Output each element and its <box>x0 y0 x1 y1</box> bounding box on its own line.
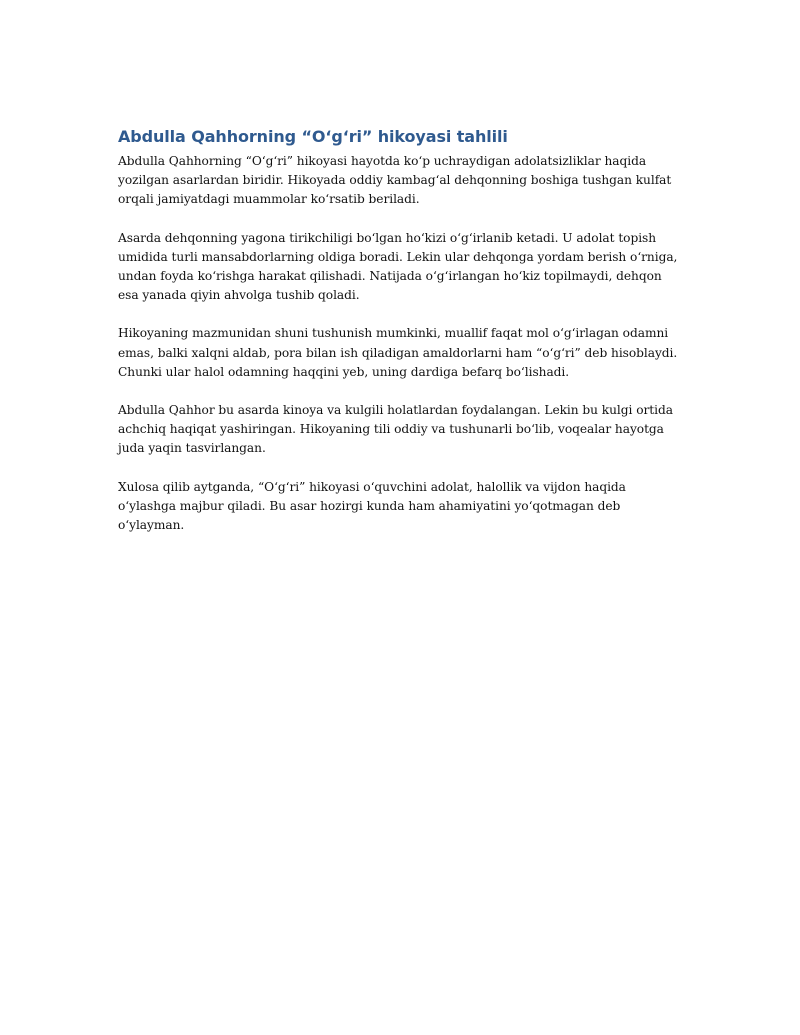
paragraph-intro: Abdulla Qahhorning “O‘g‘ri” hikoyasi hayotda ko‘p uchraydigan adolatsizliklar haqida yozilgan asarlardan biridir. Hikoyada oddiy kambag‘al dehqonning boshiga tushgan kulfat orqali jamiyatdagi muammolar ko‘rsatib beriladi. <box>118 154 672 207</box>
document-body <box>118 126 678 554</box>
document-title: Abdulla Qahhorning “O‘g‘ri” hikoyasi tahlili <box>118 127 508 146</box>
paragraph-conclusion: Xulosa qilib aytganda, “O‘g‘ri” hikoyasi o‘quvchini adolat, halollik va vijdon haqida o‘ylashga majbur qiladi. Bu asar hozirgi kunda ham ahamiyatini yo‘qotmagan deb o‘ylayman. <box>118 479 626 533</box>
paragraph-style: Abdulla Qahhor bu asarda kinoya va kulgili holatlardan foydalangan. Lekin bu kulgi ortida achchiq haqiqat yashiringan. Hikoyaning tili oddiy va tushunarli bo‘lib, voqealar hayotga juda yaqin tasvirlangan. <box>118 403 673 456</box>
paragraph-meaning: Hikoyaning mazmunidan shuni tushunish mumkinki, muallif faqat mol o‘g‘irlagan odamni emas, balki xalqni aldab, pora bilan ish qiladigan amaldorlarni ham “o‘g‘ri” deb hisoblaydi. Chunki ular halol odamning haqqini yeb, uning dardiga befarq bo‘lishadi. <box>118 326 678 379</box>
paragraph-plot: Asarda dehqonning yagona tirikchiligi bo‘lgan ho‘kizi o‘g‘irlanib ketadi. U adolat topish umidida turli mansabdorlarning oldiga boradi. Lekin ular dehqonga yordam berish o‘rniga, undan foyda ko‘rishga harakat qilishadi. Natijada o‘g‘irlangan ho‘kiz topilmaydi, dehqon esa yanada qiyin ahvolga tushib qoladi. <box>118 230 678 303</box>
